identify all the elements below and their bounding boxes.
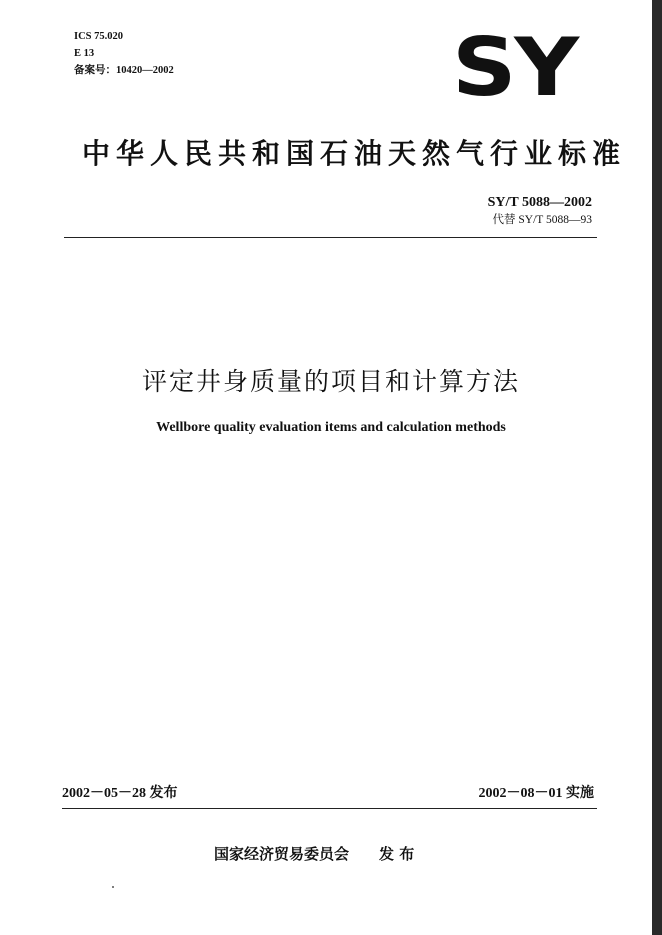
category-code: E 13 bbox=[74, 48, 95, 59]
document-title-cn: 评定井身质量的项目和计算方法 bbox=[141, 367, 520, 396]
document-title-en: Wellbore quality evaluation items and calculation methods bbox=[156, 420, 506, 435]
issue-date: 2002－05－28 发布 bbox=[62, 786, 178, 801]
header-divider bbox=[64, 237, 597, 238]
document-metadata bbox=[74, 28, 174, 79]
effective-date: 2002－08－01 实施 bbox=[478, 786, 594, 801]
footer-divider bbox=[62, 808, 597, 809]
standard-number-block bbox=[488, 194, 592, 228]
publisher-name: 国家经济贸易委员会 bbox=[214, 845, 350, 863]
scan-speck bbox=[112, 886, 114, 888]
record-number: 备案号：10420—2002 bbox=[74, 65, 174, 76]
sy-logo: SY bbox=[452, 21, 577, 114]
standard-number: SY/T 5088—2002 bbox=[487, 195, 592, 210]
publisher-line bbox=[214, 843, 414, 864]
ics-code: ICS 75.020 bbox=[74, 31, 124, 42]
industry-standard-title: 中华人民共和国石油天然气行业标准 bbox=[82, 137, 627, 170]
page-edge-shadow bbox=[652, 0, 662, 935]
publish-action: 发 布 bbox=[379, 845, 415, 863]
replaces-standard: 代替 SY/T 5088—93 bbox=[492, 214, 592, 226]
